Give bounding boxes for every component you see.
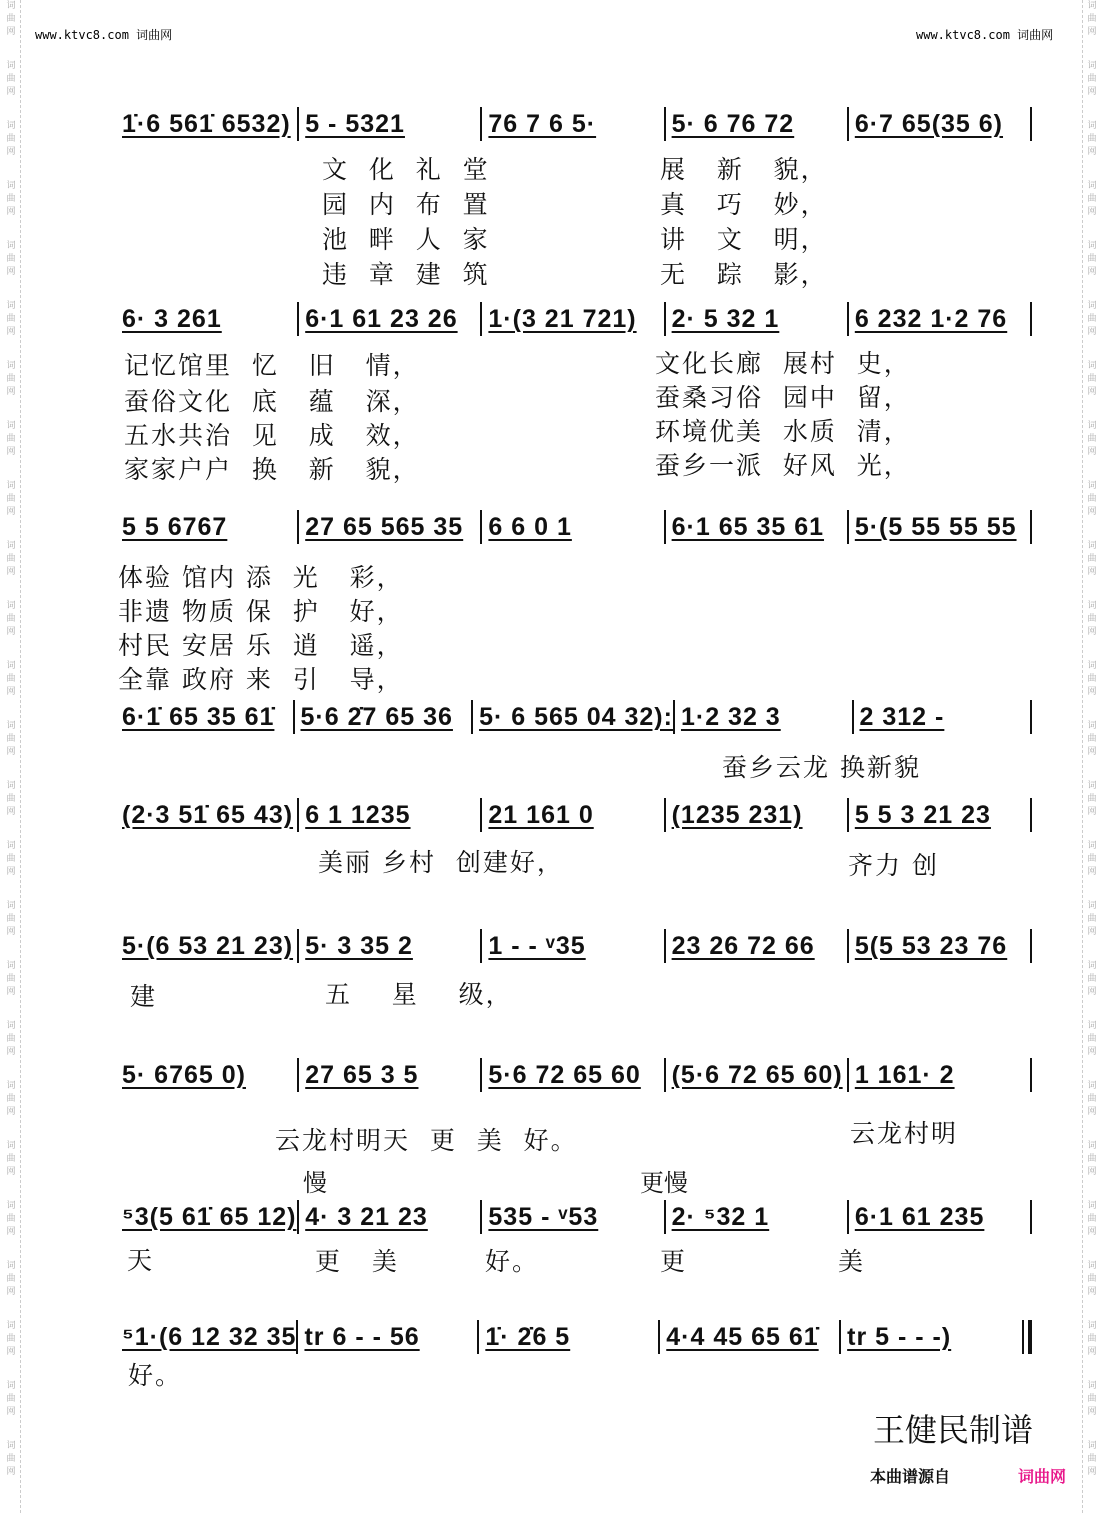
lyric-line: 蚕乡云龙 换新貌 [722, 753, 921, 782]
watermark-text: 词 曲 网 [6, 841, 16, 877]
measure: 6·1 61 235 [847, 1200, 1030, 1234]
watermark-text: 词 曲 网 [1087, 1021, 1097, 1057]
watermark-text: 词 曲 网 [1087, 901, 1097, 937]
measure: 5· 3 35 2 [297, 929, 480, 963]
measure: 6·1̇ 65 35 61̇ [122, 703, 275, 731]
watermark-text: 词 曲 网 [6, 541, 16, 577]
watermark-text: 词 曲 网 [6, 1381, 16, 1417]
measure: 6 6 0 1 [480, 510, 663, 544]
watermark-text: 词 曲 网 [1087, 1, 1097, 37]
notation-system [122, 302, 1032, 336]
watermark-text: 词 曲 网 [6, 1141, 16, 1177]
measure: 4·4 45 65 61̇ [658, 1320, 839, 1354]
watermark-text: 词 曲 网 [6, 961, 16, 997]
watermark-text: 词 曲 网 [1087, 1201, 1097, 1237]
measure: 1̇· 2̇6 5 [477, 1320, 658, 1354]
site-link-left[interactable]: www.ktvc8.com 词曲网 [35, 28, 173, 42]
watermark-text: 词 曲 网 [6, 421, 16, 457]
watermark-text: 词 曲 网 [6, 721, 16, 757]
lyric-line: 美 [838, 1247, 866, 1276]
measure: 2· ⁵32 1 [664, 1200, 847, 1234]
watermark-text: 词 曲 网 [1087, 61, 1097, 97]
lyric-line: 体验 馆内 添 光 彩， [118, 563, 404, 592]
watermark-text: 词 曲 网 [1087, 1261, 1097, 1297]
lyric-line: 无 踪 影， [660, 260, 828, 289]
measure: 5(5 53 23 76 [847, 929, 1030, 963]
measure: 5 5 3 21 23 [847, 798, 1030, 832]
measure: 1̇·6 561̇ 6532) [122, 110, 291, 138]
watermark-text: 词 曲 网 [6, 1021, 16, 1057]
lyric-line: 真 巧 妙， [660, 190, 828, 219]
lyric-line: 园 内 布 置 [322, 190, 490, 219]
lyric-line: 记忆馆里 忆 旧 情， [124, 351, 420, 380]
watermark-text: 词 曲 网 [1087, 301, 1097, 337]
barline [1030, 1200, 1032, 1234]
measure: ⁵3(5 61̇ 65 12) [122, 1203, 297, 1231]
left-margin-line [20, 0, 21, 1513]
barline [1030, 700, 1032, 734]
lyric-line: 建 [130, 982, 158, 1011]
lyric-line: 展 新 貌， [660, 155, 828, 184]
measure: tr 6 - - 56 [296, 1320, 477, 1354]
barline [1030, 798, 1032, 832]
watermark-text: 词 曲 网 [1087, 241, 1097, 277]
measure: tr 5 - - -) [839, 1320, 1020, 1354]
barline [1030, 107, 1032, 141]
watermark-text: 词 曲 网 [1087, 601, 1097, 637]
site-link-right[interactable]: www.ktvc8.com 词曲网 [916, 28, 1054, 42]
barline [1030, 510, 1032, 544]
lyric-line: 全靠 政府 来 引 导， [118, 665, 404, 694]
lyric-line: 讲 文 明， [660, 225, 828, 254]
tempo-marking: 慢 [303, 1169, 327, 1197]
watermark-text: 词 曲 网 [1087, 541, 1097, 577]
measure: 1·2 32 3 [673, 700, 852, 734]
tempo-marking: 更慢 [640, 1169, 688, 1197]
watermark-text: 词 曲 网 [6, 661, 16, 697]
measure: 6· 3 261 [122, 305, 222, 333]
watermark-text: 词 曲 网 [1087, 1381, 1097, 1417]
measure: 6·1 65 35 61 [664, 510, 847, 544]
measure: 2 312 - [852, 700, 1031, 734]
lyric-line: 好。 [128, 1361, 183, 1390]
left-watermark [2, 0, 20, 1513]
lyric-line: 蚕乡一派 好风 光， [655, 451, 911, 480]
barline [1030, 1058, 1032, 1092]
watermark-text: 词 曲 网 [1087, 1321, 1097, 1357]
watermark-text: 词 曲 网 [1087, 121, 1097, 157]
lyric-line: 非遗 物质 保 护 好， [118, 597, 404, 626]
measure: 5 5 6767 [122, 513, 228, 541]
measure: 21 161 0 [480, 798, 663, 832]
barline [1022, 1320, 1032, 1354]
lyric-line: 好。 [485, 1247, 540, 1276]
measure: 27 65 565 35 [297, 510, 480, 544]
notation-system [122, 1320, 1032, 1354]
lyric-line: 文化长廊 展村 史， [655, 349, 911, 378]
lyric-line: 环境优美 水质 清， [655, 417, 911, 446]
notation-system [122, 1200, 1032, 1234]
watermark-text: 词 曲 网 [1087, 721, 1097, 757]
watermark-text: 词 曲 网 [1087, 1081, 1097, 1117]
arranger-credit: 王健民制谱 [873, 1411, 1034, 1449]
measure: 5 - 5321 [297, 107, 480, 141]
lyric-line: 村民 安居 乐 逍 遥， [118, 631, 404, 660]
measure: 1·(3 21 721) [480, 302, 663, 336]
notation-system [122, 929, 1032, 963]
watermark-text: 词 曲 网 [6, 601, 16, 637]
lyric-line: 美丽 乡村 创建好， [318, 848, 564, 877]
watermark-text: 词 曲 网 [1087, 421, 1097, 457]
watermark-text: 词 曲 网 [6, 121, 16, 157]
lyric-line: 更 美 [315, 1247, 399, 1276]
measure: 6 1 1235 [297, 798, 480, 832]
watermark-text: 词 曲 网 [6, 1261, 16, 1297]
watermark-text: 词 曲 网 [1087, 481, 1097, 517]
measure: 5·(6 53 21 23) [122, 932, 294, 960]
watermark-text: 词 曲 网 [6, 181, 16, 217]
lyric-line: 家家户户 换 新 貌， [124, 455, 420, 484]
watermark-text: 词 曲 网 [1087, 781, 1097, 817]
measure: (1235 231) [664, 798, 847, 832]
measure: 76 7 6 5· [480, 107, 663, 141]
measure: 5·6 2̇7 65 36 [293, 700, 472, 734]
measure: 5· 6 565 04 32): [471, 700, 673, 734]
watermark-text: 词 曲 网 [6, 1441, 16, 1477]
watermark-text: 词 曲 网 [6, 481, 16, 517]
measure: 6·7 65(35 6) [847, 107, 1030, 141]
watermark-text: 词 曲 网 [6, 1081, 16, 1117]
measure: 535 - ᵛ53 [480, 1200, 663, 1234]
watermark-text: 词 曲 网 [6, 61, 16, 97]
lyric-line: 蚕俗文化 底 蕴 深， [124, 387, 420, 416]
lyric-line: 云龙村明 [850, 1119, 959, 1148]
watermark-text: 词 曲 网 [1087, 1441, 1097, 1477]
measure: (5·6 72 65 60) [664, 1058, 847, 1092]
measure: ⁵1·(6 12 32 35 [122, 1323, 297, 1351]
measure: 6·1 61 23 26 [297, 302, 480, 336]
watermark-text: 词 曲 网 [1087, 661, 1097, 697]
lyric-line: 五水共治 见 成 效， [124, 421, 420, 450]
right-watermark [1083, 0, 1101, 1513]
measure: 1 161· 2 [847, 1058, 1030, 1092]
watermark-text: 词 曲 网 [1087, 361, 1097, 397]
notation-system [122, 107, 1032, 141]
watermark-text: 词 曲 网 [6, 901, 16, 937]
barline [1030, 929, 1032, 963]
notation-system [122, 798, 1032, 832]
watermark-text: 词 曲 网 [6, 301, 16, 337]
measure: 2· 5 32 1 [664, 302, 847, 336]
watermark-text: 词 曲 网 [1087, 1141, 1097, 1177]
measure: (2·3 51̇ 65 43) [122, 801, 294, 829]
lyric-line: 五 星 级， [325, 980, 513, 1009]
barline [1030, 302, 1032, 336]
watermark-text: 词 曲 网 [6, 1201, 16, 1237]
notation-system [122, 1058, 1032, 1092]
watermark-text: 词 曲 网 [6, 781, 16, 817]
lyric-line: 齐力 创 [848, 851, 939, 880]
watermark-text: 词 曲 网 [6, 1321, 16, 1357]
measure: 5· 6765 0) [122, 1061, 246, 1089]
lyric-line: 天 [127, 1246, 155, 1275]
measure: 1 - - ᵛ35 [480, 929, 663, 963]
lyric-line: 违 章 建 筑 [322, 260, 490, 289]
lyric-line: 文 化 礼 堂 [322, 155, 490, 184]
measure: 5·6 72 65 60 [480, 1058, 663, 1092]
measure: 5·(5 55 55 55 [847, 510, 1030, 544]
measure: 27 65 3 5 [297, 1058, 480, 1092]
measure: 23 26 72 66 [664, 929, 847, 963]
watermark-text: 词 曲 网 [6, 361, 16, 397]
notation-system [122, 510, 1032, 544]
watermark-text: 词 曲 网 [1087, 841, 1097, 877]
watermark-text: 词 曲 网 [6, 241, 16, 277]
lyric-line: 云龙村明天 更 美 好。 [275, 1126, 578, 1155]
lyric-line: 更 [660, 1247, 688, 1276]
watermark-text: 词 曲 网 [1087, 961, 1097, 997]
measure: 4· 3 21 23 [297, 1200, 480, 1234]
watermark-text: 词 曲 网 [1087, 181, 1097, 217]
measure: 6 232 1·2 76 [847, 302, 1030, 336]
measure: 5· 6 76 72 [664, 107, 847, 141]
lyric-line: 池 畔 人 家 [322, 225, 490, 254]
watermark-text: 词 曲 网 [6, 1, 16, 37]
lyric-line: 蚕桑习俗 园中 留， [655, 383, 911, 412]
source-label: 本曲谱源自 [870, 1467, 951, 1486]
source-site-link[interactable]: 词曲网 [1018, 1467, 1067, 1486]
notation-system [122, 700, 1032, 734]
